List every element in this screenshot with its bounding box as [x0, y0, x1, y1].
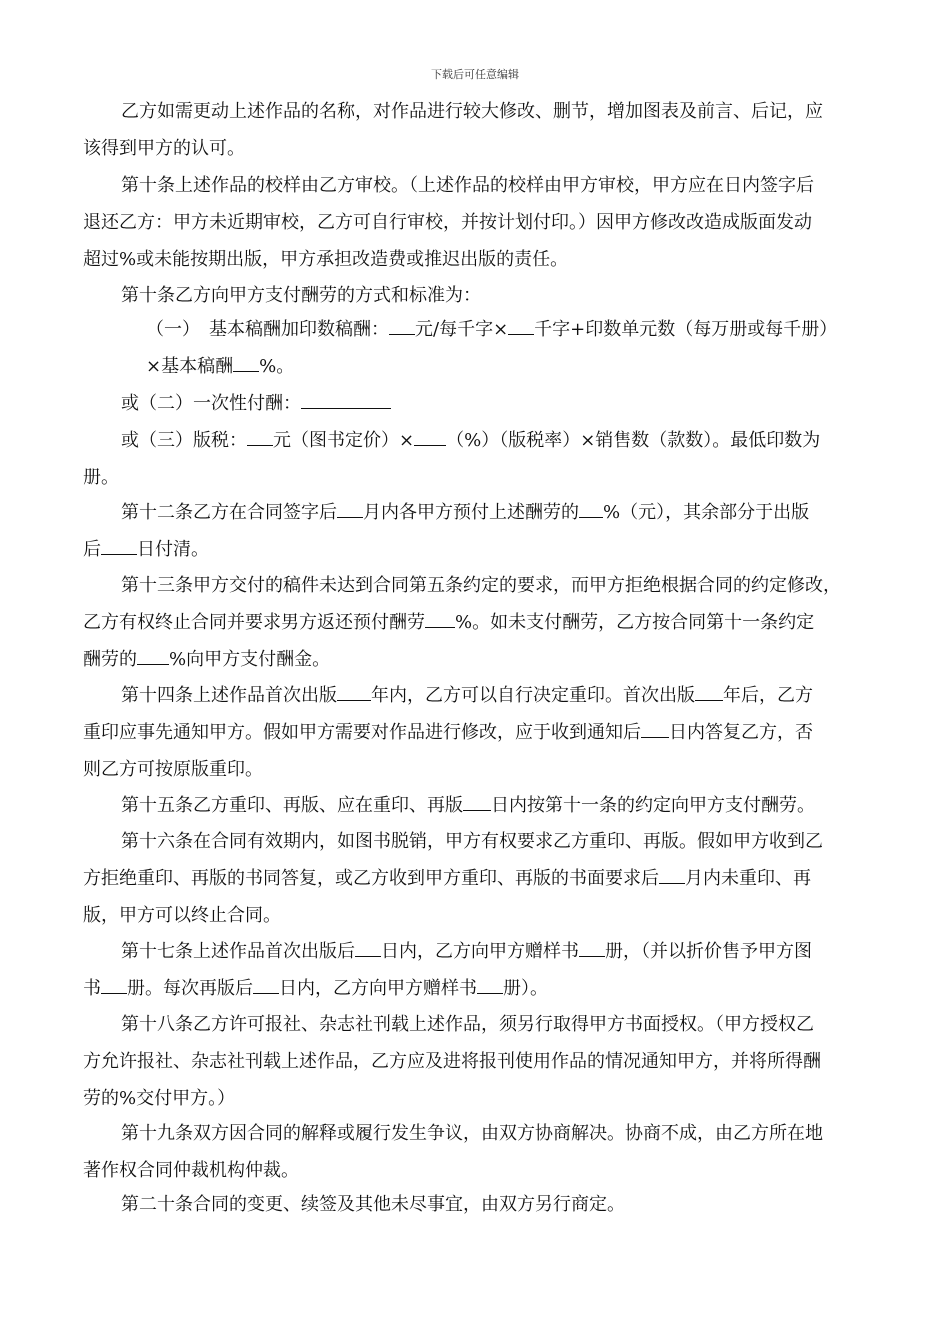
- text-segment: 日内，乙方向甲方赠样书: [381, 941, 579, 962]
- blank-field: [463, 790, 491, 811]
- text-line: 著作权合同仲裁机构仲裁。: [83, 1160, 299, 1181]
- text-line: 乙方如需更动上述作品的名称，对作品进行较大修改、删节，增加图表及前言、后记，应: [121, 101, 823, 122]
- blank-field: [301, 388, 391, 409]
- text-line: 该得到甲方的认可。: [83, 138, 245, 159]
- blank-field: [355, 936, 381, 957]
- text-segment: 年后，乙方: [723, 685, 813, 706]
- blank-field: [233, 351, 259, 372]
- text-segment: 第十四条上述作品首次出版: [121, 685, 337, 706]
- text-segment: %。: [259, 356, 295, 377]
- text-segment: 元/每千字×: [415, 319, 509, 340]
- text-segment: 酬劳的: [83, 649, 137, 670]
- text-segment: %向甲方支付酬金。: [169, 649, 331, 670]
- text-segment: 册，（并以折价售予甲方图: [605, 941, 812, 962]
- text-line: 劳的%交付甲方。）: [83, 1088, 236, 1109]
- paragraph: [83, 567, 873, 678]
- text-segment: ×基本稿酬: [146, 356, 234, 377]
- text-line: 第十六条在合同有效期内，如图书脱销，甲方有权要求乙方重印、再版。假如甲方收到乙: [121, 831, 823, 852]
- text-segment: 日内按第十一条的约定向甲方支付酬劳。: [491, 795, 815, 816]
- text-segment: 第十二条乙方在合同签字后: [121, 502, 337, 523]
- text-segment: 日内，乙方向甲方赠样书: [279, 978, 477, 999]
- text-segment: 千字+印数单元数（每万册或每千册）: [534, 319, 838, 340]
- blank-field: [253, 973, 279, 994]
- text-segment: 后: [83, 539, 101, 560]
- text-segment: 年内，乙方可以自行决定重印。首次出版: [371, 685, 695, 706]
- page-header: 下载后可任意编辑: [431, 68, 519, 81]
- text-segment: 书: [83, 978, 101, 999]
- text-line: 第十九条双方因合同的解释或履行发生争议，由双方协商解决。协商不成，由乙方所在地: [121, 1123, 823, 1144]
- paragraph: [146, 311, 876, 385]
- paragraph: [83, 1115, 873, 1189]
- text-segment: 日付清。: [137, 539, 209, 560]
- text-segment: 册）。: [503, 978, 548, 999]
- blank-field: [579, 936, 605, 957]
- text-segment: %（元），其余部分于出版: [603, 502, 810, 523]
- text-segment: 乙方有权终止合同并要求男方返还预付酬劳: [83, 612, 425, 633]
- paragraph: [83, 385, 873, 422]
- paragraph: [83, 1186, 873, 1223]
- blank-field: [641, 717, 669, 738]
- paragraph: [83, 823, 873, 934]
- blank-field: [414, 425, 446, 446]
- text-segment: 第十七条上述作品首次出版后: [121, 941, 355, 962]
- blank-field: [425, 607, 455, 628]
- text-line: 退还乙方：甲方未近期审校，乙方可自行审校，并按计划付印。）因甲方修改改造成版面发动: [83, 212, 812, 233]
- blank-field: [508, 314, 534, 335]
- text-segment: 重印应事先通知甲方。假如甲方需要对作品进行修改，应于收到通知后: [83, 722, 641, 743]
- text-segment: （%）（版税率）×销售数（款数）。最低印数为: [446, 430, 821, 451]
- blank-field: [695, 680, 723, 701]
- text-line: 超过%或未能按期出版，甲方承担改造费或推迟出版的责任。: [83, 249, 569, 270]
- blank-field: [337, 497, 363, 518]
- text-line: 方允许报社、杂志社刊载上述作品，乙方应及进将报刊使用作品的情况通知甲方，并将所得酬: [83, 1051, 821, 1072]
- text-segment: 或（二）一次性付酬：: [121, 393, 301, 414]
- blank-field: [247, 425, 273, 446]
- blank-field: [477, 973, 503, 994]
- paragraph: [83, 494, 873, 568]
- text-line: 则乙方可按原版重印。: [83, 759, 263, 780]
- paragraph: [83, 787, 873, 824]
- text-segment: 月内各甲方预付上述酬劳的: [363, 502, 579, 523]
- blank-field: [137, 644, 169, 665]
- blank-field: [579, 497, 603, 518]
- paragraph: [83, 1006, 873, 1117]
- paragraph: [83, 677, 873, 788]
- text-segment: %。如未支付酬劳，乙方按合同第十一条约定: [455, 612, 815, 633]
- text-line: 第十条上述作品的校样由乙方审校。（上述作品的校样由甲方审校，甲方应在日内签字后: [121, 175, 814, 196]
- text-segment: 或（三）版税：: [121, 430, 247, 451]
- text-line: 版，甲方可以终止合同。: [83, 905, 281, 926]
- text-segment: 月内未重印、再: [685, 868, 811, 889]
- text-segment: 方拒绝重印、再版的书同答复，或乙方收到甲方重印、再版的书面要求后: [83, 868, 659, 889]
- text-line: 第十三条甲方交付的稿件未达到合同第五条约定的要求，而甲方拒绝根据合同的约定修改，: [121, 575, 841, 596]
- blank-field: [101, 973, 127, 994]
- paragraph: [83, 422, 873, 496]
- text-segment: 第十五条乙方重印、再版、应在重印、再版: [121, 795, 463, 816]
- text-line: 册。: [83, 467, 119, 488]
- blank-field: [659, 863, 685, 884]
- paragraph: [83, 167, 873, 278]
- text-segment: （一） 基本稿酬加印数稿酬：: [146, 319, 389, 340]
- blank-field: [389, 314, 415, 335]
- text-segment: 日内答复乙方，否: [669, 722, 813, 743]
- blank-field: [101, 534, 137, 555]
- text-line: 第十条乙方向甲方支付酬劳的方式和标准为：: [121, 285, 481, 306]
- paragraph: [83, 93, 873, 167]
- paragraph: [83, 933, 873, 1007]
- text-line: 第十八条乙方许可报社、杂志社刊载上述作品，须另行取得甲方书面授权。（甲方授权乙: [121, 1014, 814, 1035]
- text-segment: 册。每次再版后: [127, 978, 253, 999]
- text-segment: 元（图书定价）×: [273, 430, 415, 451]
- blank-field: [337, 680, 371, 701]
- text-line: 第二十条合同的变更、续签及其他未尽事宜，由双方另行商定。: [121, 1194, 625, 1215]
- paragraph: [83, 277, 873, 314]
